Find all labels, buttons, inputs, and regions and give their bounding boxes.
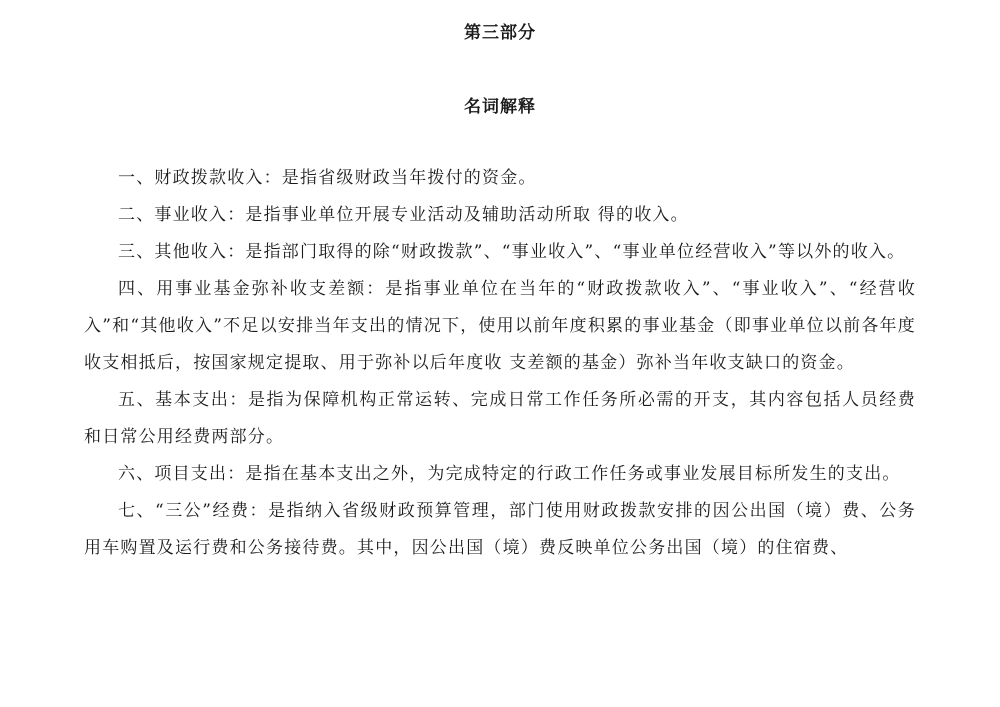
paragraph-financial-appropriation-income: 一、财政拨款收入：是指省级财政当年拨付的资金。 <box>118 168 537 188</box>
paragraph-project-expenditure: 六、项目支出：是指在基本支出之外，为完成特定的行政工作任务或事业发展目标所发生的支出。 <box>118 464 901 484</box>
glossary-title: 名词解释 <box>464 97 536 117</box>
paragraph-business-fund-offset: 四、用事业基金弥补收支差额：是指事业单位在当年的“财政拨款收入”、“事业收入”、“经营收入”和“其他收入”不足以安排当年支出的情况下，使用以前年度积累的事业基金（即事业单位以前各年度收支相抵后，按国家规定提取、用于弥补以后年度收 支差额的基金）弥补当年收支缺口的资金。 <box>84 279 916 373</box>
part-title: 第三部分 <box>464 23 536 43</box>
paragraph-business-income: 二、事业收入：是指事业单位开展专业活动及辅助活动所取 得的收入。 <box>118 205 689 225</box>
paragraph-basic-expenditure: 五、基本支出：是指为保障机构正常运转、完成日常工作任务所必需的开支，其内容包括人员经费和日常公用经费两部分。 <box>84 390 916 447</box>
glossary-body <box>84 160 916 567</box>
paragraph-other-income: 三、其他收入：是指部门取得的除“财政拨款”、“事业收入”、“事业单位经营收入”等以外的收入。 <box>118 242 906 262</box>
paragraph-three-public-expenses: 七、“三公”经费：是指纳入省级财政预算管理，部门使用财政拨款安排的因公出国（境）费、公务用车购置及运行费和公务接待费。其中，因公出国（境）费反映单位公务出国（境）的住宿费、 <box>84 501 916 558</box>
